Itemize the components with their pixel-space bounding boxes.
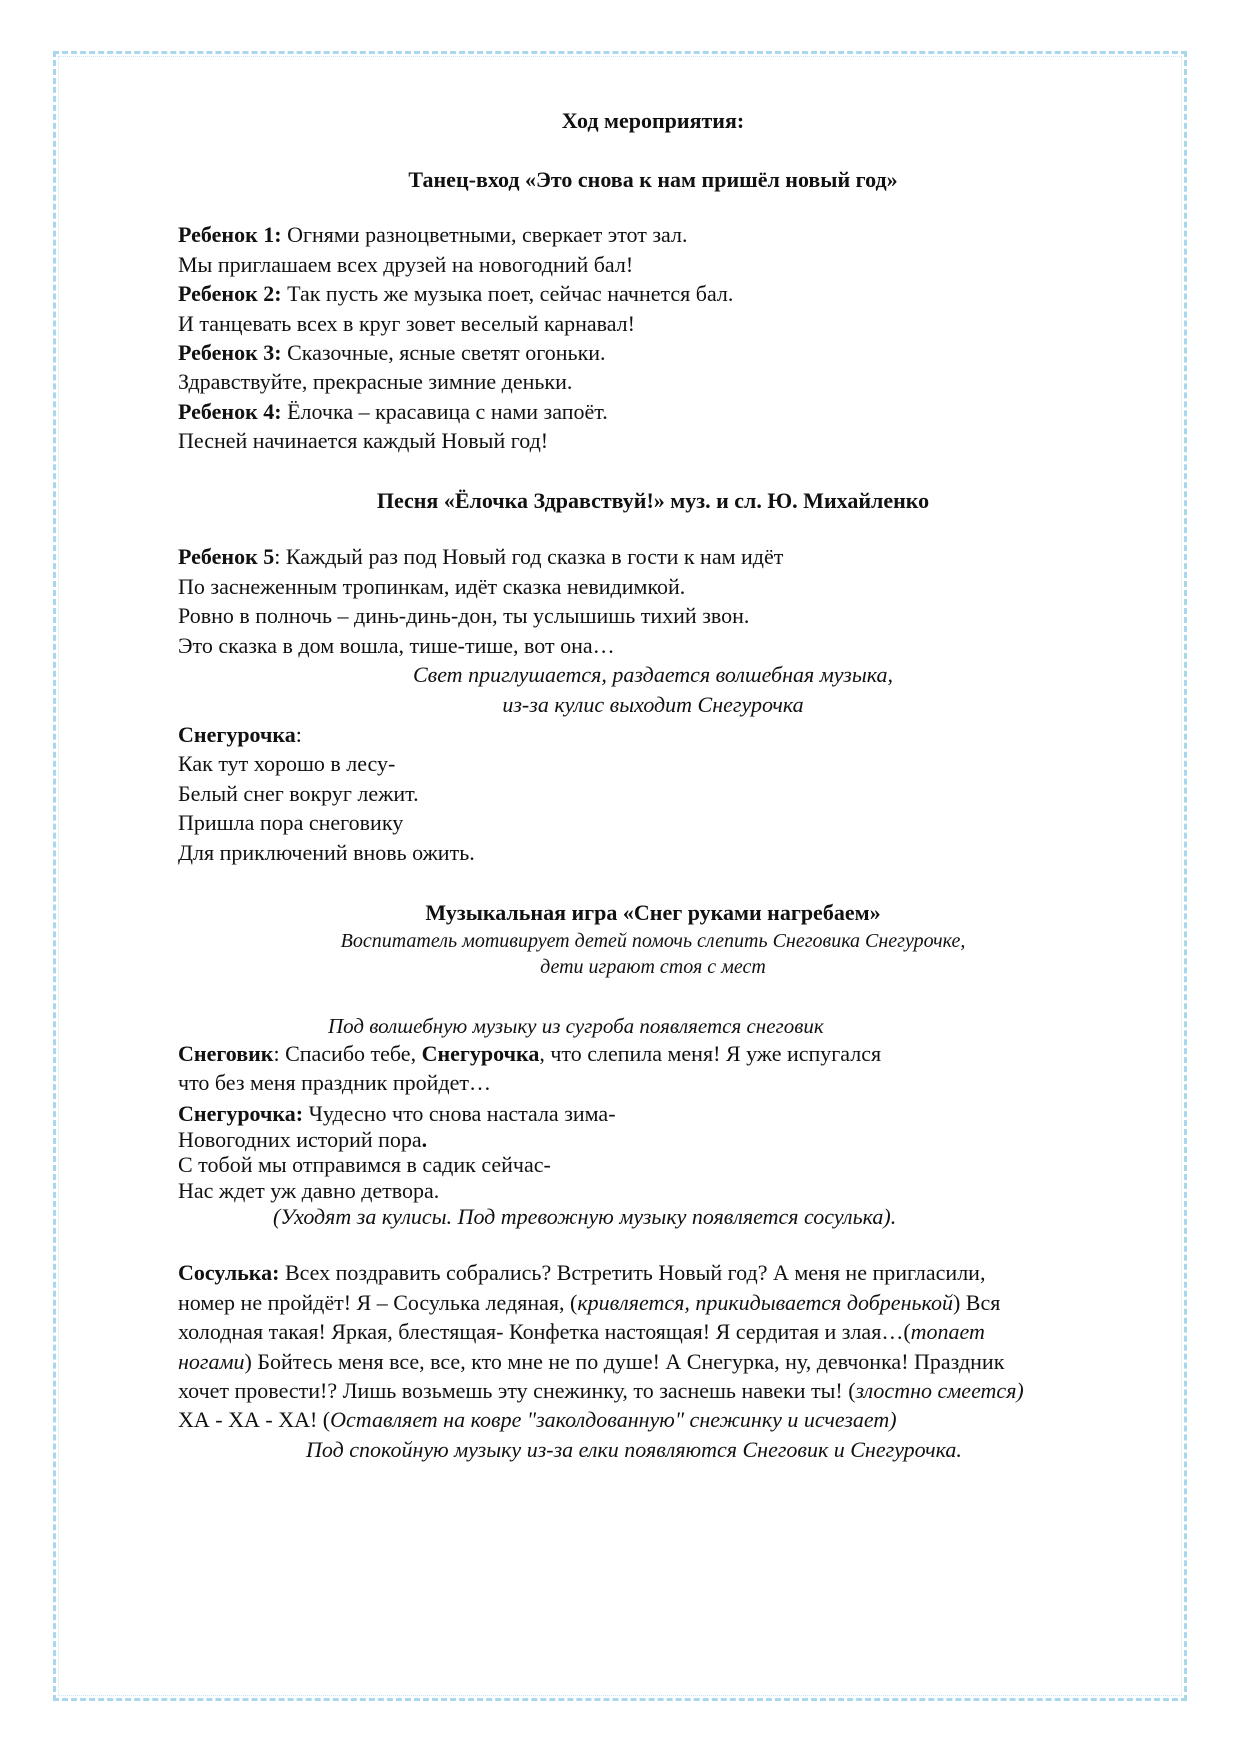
game-title: Музыкальная игра «Снег руками нагребаем» (425, 900, 881, 925)
snegurochka2-line2: Новогодних историй пора. (178, 1127, 428, 1152)
speaker-snegovik: Снеговик (178, 1041, 274, 1066)
sosulka-line4: ногами) Бойтесь меня все, все, кто мне не по душе! А Снегурка, ну, девчонка! Праздник (178, 1349, 1005, 1374)
child5-line4: Это сказка в дом вошла, тише-тише, вот она… (178, 633, 615, 658)
child5-line3: Ровно в полночь – динь-динь-дон, ты услышишь тихий звон. (178, 603, 750, 628)
snegurochka-line3: Пришла пора снеговику (178, 810, 404, 835)
snegurochka-line1: Как тут хорошо в лесу- (178, 751, 396, 776)
speaker-snegurochka-2: Снегурочка: (178, 1101, 304, 1126)
snegurochka-line4: Для приключений вновь ожить. (178, 840, 475, 865)
snegurochka2-line4: Нас ждет уж давно детвора. (178, 1178, 440, 1203)
child5-line2: По заснеженным тропинкам, идёт сказка невидимкой. (178, 574, 686, 599)
stage-direction-5: Под спокойную музыку из-за елки появляются Снеговик и Снегурочка. (306, 1437, 962, 1462)
speaker-snegurochka: Снегурочка (178, 722, 296, 747)
dance-title: Танец-вход «Это снова к нам пришёл новый год» (408, 167, 898, 192)
child5-line1: Ребенок 5: Каждый раз под Новый год сказка в гости к нам идёт (178, 544, 784, 569)
sosulka-line1: Сосулька: Всех поздравить собрались? Встретить Новый год? А меня не пригласили, (178, 1260, 986, 1285)
speaker-child4: Ребенок 4: (178, 399, 282, 424)
child1-line1: Ребенок 1: Огнями разноцветными, сверкает этот зал. (178, 222, 688, 247)
child3-line2: Здравствуйте, прекрасные зимние деньки. (178, 369, 573, 394)
sosulka-line2: номер не пройдёт! Я – Сосулька ледяная, (кривляется, прикидывается добренькой) Вся (178, 1290, 1001, 1315)
sosulka-line3: холодная такая! Яркая, блестящая- Конфетка настоящая! Я сердитая и злая…(топает (178, 1319, 985, 1344)
snegovik-line2: что без меня праздник пройдет… (178, 1070, 491, 1095)
speaker-child3: Ребенок 3: (178, 340, 282, 365)
child4-line2: Песней начинается каждый Новый год! (178, 428, 549, 453)
snegovik-line1: Снеговик: Спасибо тебе, Снегурочка, что слепила меня! Я уже испугался (178, 1041, 882, 1066)
stage-direction-4: (Уходят за кулисы. Под тревожную музыку появляется сосулька). (273, 1204, 897, 1229)
document-page (178, 0, 1178, 1754)
stage-direction-3: Под волшебную музыку из сугроба появляется снеговик (328, 1014, 824, 1038)
child3-line1: Ребенок 3: Сказочные, ясные светят огоньки. (178, 340, 606, 365)
stage-direction-1a: Свет приглушается, раздается волшебная музыка, (412, 662, 893, 687)
stage-direction-2b: дети играют стоя с мест (540, 956, 766, 978)
snegurochka2-line1: Снегурочка: Чудесно что снова настала зима- (178, 1101, 616, 1126)
sosulka-line6: ХА - ХА - ХА! (Оставляет на ковре "заколдованную" снежинку и исчезает) (178, 1407, 897, 1432)
speaker-child1: Ребенок 1: (178, 222, 282, 247)
stage-direction-2a: Воспитатель мотивирует детей помочь слепить Снеговика Снегурочке, (340, 930, 966, 952)
event-heading: Ход мероприятия: (561, 108, 745, 133)
snegurochka-speaker-line: Снегурочка: (178, 722, 302, 747)
child4-line1: Ребенок 4: Ёлочка – красавица с нами запоёт. (178, 399, 608, 424)
speaker-child2: Ребенок 2: (178, 281, 282, 306)
snegurochka-line2: Белый снег вокруг лежит. (178, 781, 419, 806)
song-title: Песня «Ёлочка Здравствуй!» муз. и сл. Ю. Михайленко (376, 488, 930, 513)
stage-direction-1b: из-за кулис выходит Снегурочка (502, 692, 804, 717)
child2-line1: Ребенок 2: Так пусть же музыка поет, сейчас начнется бал. (178, 281, 734, 306)
child2-line2: И танцевать всех в круг зовет веселый карнавал! (178, 311, 635, 336)
speaker-sosulka: Сосулька: (178, 1260, 280, 1285)
speaker-child5: Ребенок 5 (178, 544, 275, 569)
snegurochka2-line3: С тобой мы отправимся в садик сейчас- (178, 1152, 551, 1177)
child1-line2: Мы приглашаем всех друзей на новогодний бал! (178, 252, 634, 277)
sosulka-line5: хочет провести!? Лишь возьмешь эту снежинку, то заснешь навеки ты! (злостно смеется) (178, 1378, 1024, 1403)
